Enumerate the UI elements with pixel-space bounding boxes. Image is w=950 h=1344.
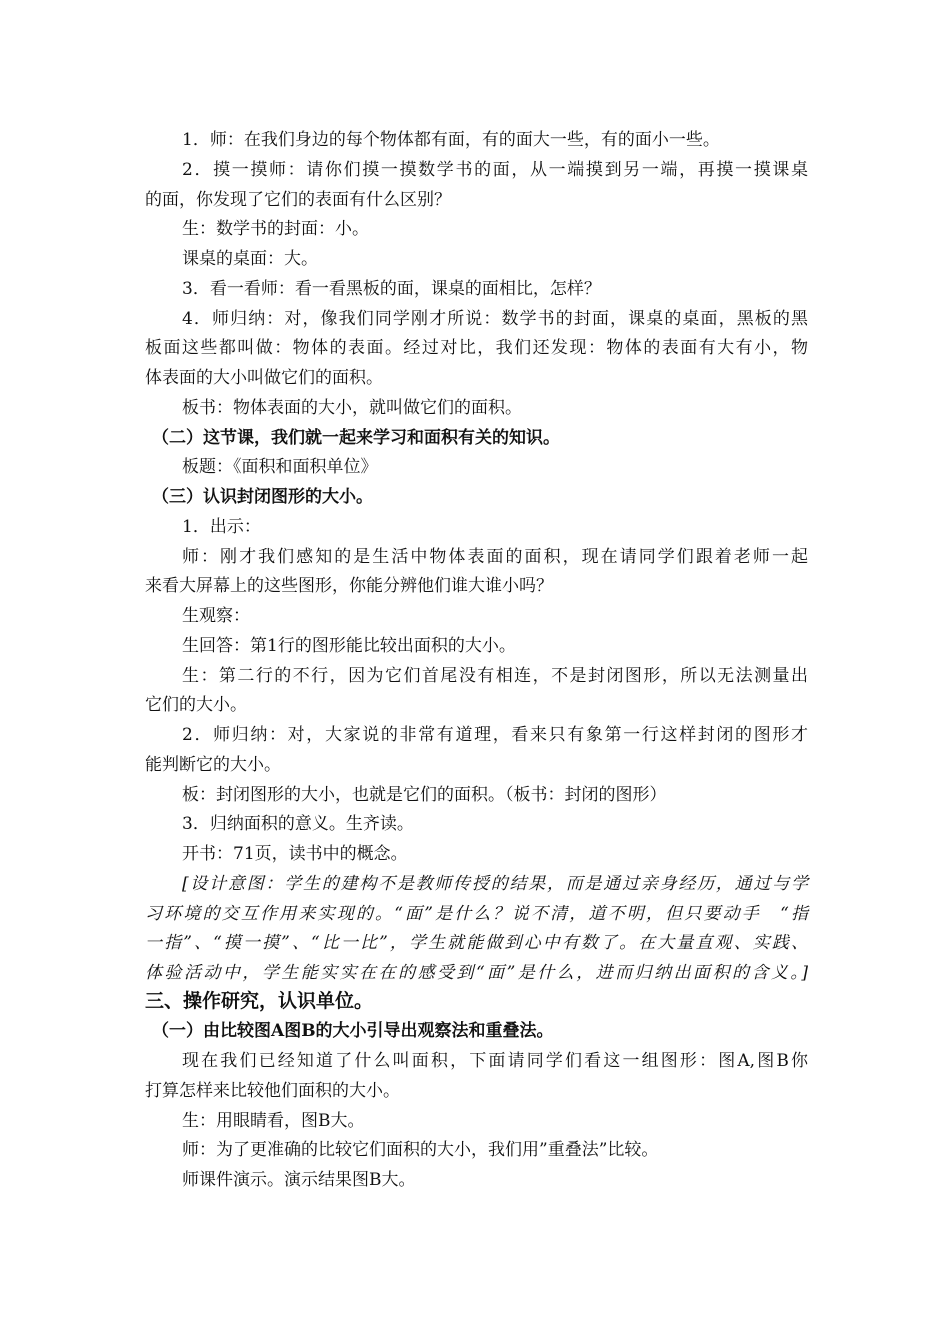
paragraph-line: 板面这些都叫做：物体的表面。经过对比，我们还发现：物体的表面有大有小，物 — [145, 338, 808, 358]
section-heading: （一）由比较图A图B的大小引导出观察法和重叠法。 — [152, 1021, 554, 1041]
paragraph-line: 板：封闭图形的大小，也就是它们的面积。（板书：封闭的图形） — [182, 785, 667, 805]
paragraph-line: 能判断它的大小。 — [145, 755, 281, 775]
paragraph-line: 师：刚才我们感知的是生活中物体表面的面积，现在请同学们跟着老师一起 — [182, 547, 808, 567]
paragraph-line: 体表面的大小叫做它们的面积。 — [145, 368, 383, 388]
paragraph-line: 生：用眼睛看，图B大。 — [182, 1111, 365, 1131]
paragraph-line: 2．师归纳：对，大家说的非常有道理，看来只有象第一行这样封闭的图形才 — [182, 725, 808, 745]
design-intent-line: 一指”、“摸一摸”、“比一比”，学生就能做到心中有数了。在大量直观、实践、 — [145, 933, 808, 953]
design-intent-line: 体验活动中，学生能实实在在的感受到“面”是什么，进而归纳出面积的含义。] — [145, 963, 808, 983]
paragraph-line: 生观察： — [182, 606, 250, 626]
paragraph-line: 打算怎样来比较他们面积的大小。 — [145, 1081, 400, 1101]
paragraph-line: 板题：《面积和面积单位》 — [182, 457, 378, 477]
chapter-heading: 三、操作研究，认识单位。 — [145, 990, 374, 1012]
paragraph-line: 它们的大小。 — [145, 695, 247, 715]
paragraph-line: 2．摸一摸师：请你们摸一摸数学书的面，从一端摸到另一端，再摸一摸课桌 — [182, 160, 808, 180]
design-intent-line: 习环境的交互作用来实现的。“面”是什么？说不清，道不明，但只要动手 “指 — [145, 904, 808, 924]
paragraph-line: 的面，你发现了它们的表面有什么区别？ — [145, 190, 451, 210]
paragraph-line: 生：第二行的不行，因为它们首尾没有相连，不是封闭图形，所以无法测量出 — [182, 666, 808, 686]
paragraph-line: 1．师：在我们身边的每个物体都有面，有的面大一些，有的面小一些。 — [182, 130, 720, 150]
paragraph-line: 现在我们已经知道了什么叫面积，下面请同学们看这一组图形：图A,图B你 — [182, 1051, 808, 1071]
paragraph-line: 生：数学书的封面：小。 — [182, 219, 369, 239]
paragraph-line: 师：为了更准确的比较它们面积的大小，我们用”重叠法”比较。 — [182, 1140, 659, 1160]
section-heading: （三）认识封闭图形的大小。 — [152, 487, 373, 507]
paragraph-line: 师课件演示。演示结果图B大。 — [182, 1170, 416, 1190]
paragraph-line: 1．出示： — [182, 517, 261, 537]
paragraph-line: 开书：71页，读书中的概念。 — [182, 844, 408, 864]
paragraph-line: 4．师归纳：对，像我们同学刚才所说：数学书的封面，课桌的桌面，黑板的黑 — [182, 309, 808, 329]
paragraph-line: 生回答：第1行的图形能比较出面积的大小。 — [182, 636, 516, 656]
design-intent-line: [设计意图：学生的建构不是教师传授的结果，而是通过亲身经历，通过与学 — [182, 874, 808, 894]
paragraph-line: 板书：物体表面的大小，就叫做它们的面积。 — [182, 398, 522, 418]
paragraph-line: 3．看一看师：看一看黑板的面，课桌的面相比，怎样？ — [182, 279, 601, 299]
section-heading: （二）这节课，我们就一起来学习和面积有关的知识。 — [152, 428, 560, 448]
paragraph-line: 课桌的桌面：大。 — [182, 249, 318, 269]
paragraph-line: 3．归纳面积的意义。生齐读。 — [182, 814, 414, 834]
paragraph-line: 来看大屏幕上的这些图形，你能分辨他们谁大谁小吗？ — [145, 576, 553, 596]
